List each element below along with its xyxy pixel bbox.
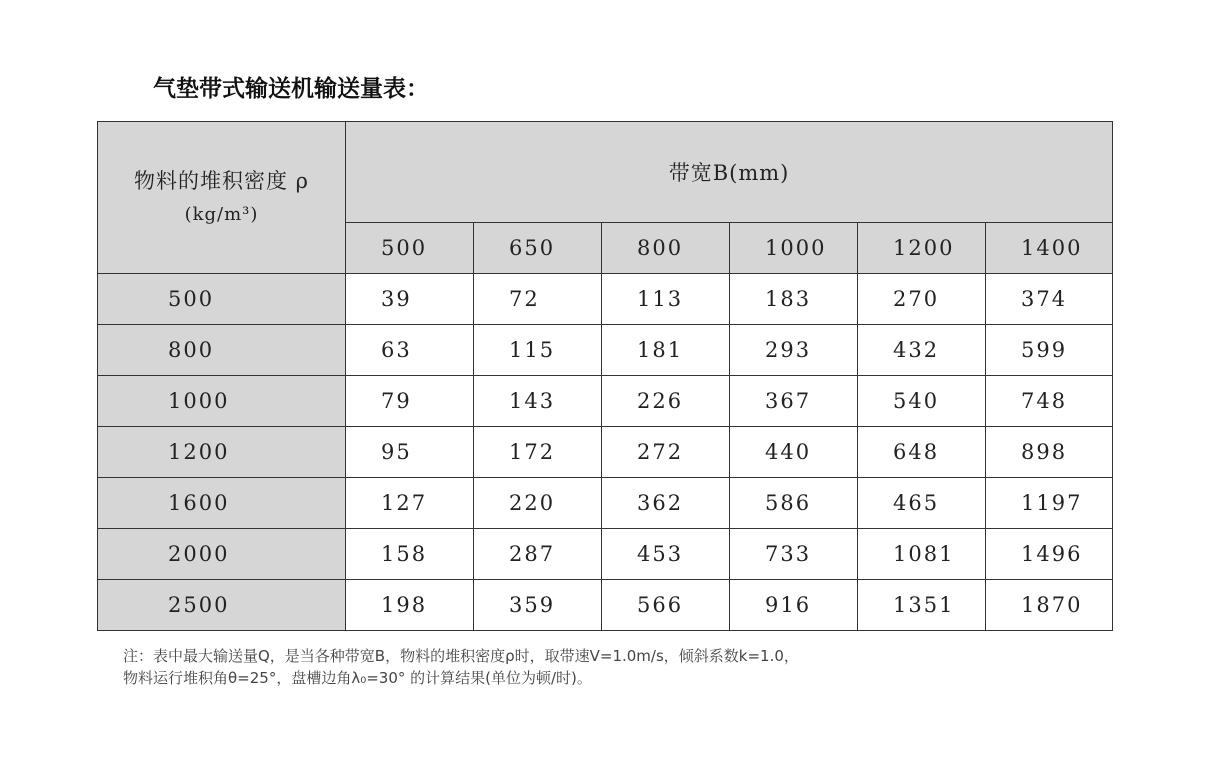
capacity-cell: 1496 xyxy=(986,529,1113,580)
capacity-cell: 453 xyxy=(602,529,730,580)
capacity-cell: 465 xyxy=(858,478,986,529)
table-row xyxy=(98,274,1113,325)
capacity-cell: 1081 xyxy=(858,529,986,580)
capacity-cell: 293 xyxy=(730,325,858,376)
row-header-density: 500 xyxy=(98,274,346,325)
capacity-cell: 916 xyxy=(730,580,858,631)
capacity-cell: 1870 xyxy=(986,580,1113,631)
capacity-cell: 540 xyxy=(858,376,986,427)
row-header-density: 1600 xyxy=(98,478,346,529)
table-row xyxy=(98,427,1113,478)
row-header-density: 1200 xyxy=(98,427,346,478)
footnote-line-2: 物料运行堆积角θ=25°，盘槽边角λ₀=30° 的计算结果(单位为顿/时)。 xyxy=(123,669,592,687)
capacity-cell: 113 xyxy=(602,274,730,325)
table-row xyxy=(98,478,1113,529)
capacity-cell: 220 xyxy=(474,478,602,529)
capacity-cell: 586 xyxy=(730,478,858,529)
capacity-cell: 143 xyxy=(474,376,602,427)
capacity-cell: 95 xyxy=(346,427,474,478)
capacity-cell: 79 xyxy=(346,376,474,427)
table-row xyxy=(98,325,1113,376)
capacity-cell: 181 xyxy=(602,325,730,376)
column-header-width: 1400 xyxy=(986,223,1113,274)
table-row xyxy=(98,376,1113,427)
capacity-cell: 39 xyxy=(346,274,474,325)
capacity-cell: 127 xyxy=(346,478,474,529)
table-row xyxy=(98,580,1113,631)
column-header-width: 1200 xyxy=(858,223,986,274)
row-header-density: 2000 xyxy=(98,529,346,580)
row-header-density: 1000 xyxy=(98,376,346,427)
capacity-cell: 599 xyxy=(986,325,1113,376)
capacity-cell: 72 xyxy=(474,274,602,325)
capacity-cell: 432 xyxy=(858,325,986,376)
density-header-unit: (kg/m³) xyxy=(184,203,259,225)
row-header-density: 2500 xyxy=(98,580,346,631)
capacity-cell: 362 xyxy=(602,478,730,529)
capacity-cell: 270 xyxy=(858,274,986,325)
footnote xyxy=(123,645,799,689)
capacity-cell: 374 xyxy=(986,274,1113,325)
capacity-cell: 183 xyxy=(730,274,858,325)
capacity-cell: 566 xyxy=(602,580,730,631)
capacity-cell: 63 xyxy=(346,325,474,376)
column-header-width: 1000 xyxy=(730,223,858,274)
capacity-cell: 158 xyxy=(346,529,474,580)
bandwidth-header-cell: 带宽B(mm) xyxy=(346,122,1113,223)
capacity-cell: 172 xyxy=(474,427,602,478)
capacity-cell: 748 xyxy=(986,376,1113,427)
capacity-cell: 648 xyxy=(858,427,986,478)
capacity-cell: 1197 xyxy=(986,478,1113,529)
capacity-cell: 115 xyxy=(474,325,602,376)
capacity-cell: 733 xyxy=(730,529,858,580)
table-row xyxy=(98,529,1113,580)
capacity-cell: 1351 xyxy=(858,580,986,631)
header-row-bandwidth xyxy=(98,122,1113,223)
capacity-cell: 287 xyxy=(474,529,602,580)
row-header-density: 800 xyxy=(98,325,346,376)
capacity-cell: 440 xyxy=(730,427,858,478)
column-header-width: 500 xyxy=(346,223,474,274)
table-body xyxy=(98,274,1113,631)
page-title: 气垫带式输送机输送量表： xyxy=(153,76,429,102)
capacity-cell: 272 xyxy=(602,427,730,478)
capacity-cell: 226 xyxy=(602,376,730,427)
density-header-label: 物料的堆积密度 ρ xyxy=(133,168,310,193)
conveyor-capacity-table xyxy=(97,121,1113,631)
capacity-cell: 198 xyxy=(346,580,474,631)
capacity-cell: 359 xyxy=(474,580,602,631)
footnote-line-1: 注：表中最大输送量Q，是当各种带宽B，物料的堆积密度ρ时，取带速V=1.0m/s，倾斜系数k=1.0， xyxy=(123,647,799,665)
capacity-cell: 367 xyxy=(730,376,858,427)
column-header-width: 650 xyxy=(474,223,602,274)
capacity-cell: 898 xyxy=(986,427,1113,478)
density-header-cell xyxy=(98,122,346,274)
column-header-width: 800 xyxy=(602,223,730,274)
